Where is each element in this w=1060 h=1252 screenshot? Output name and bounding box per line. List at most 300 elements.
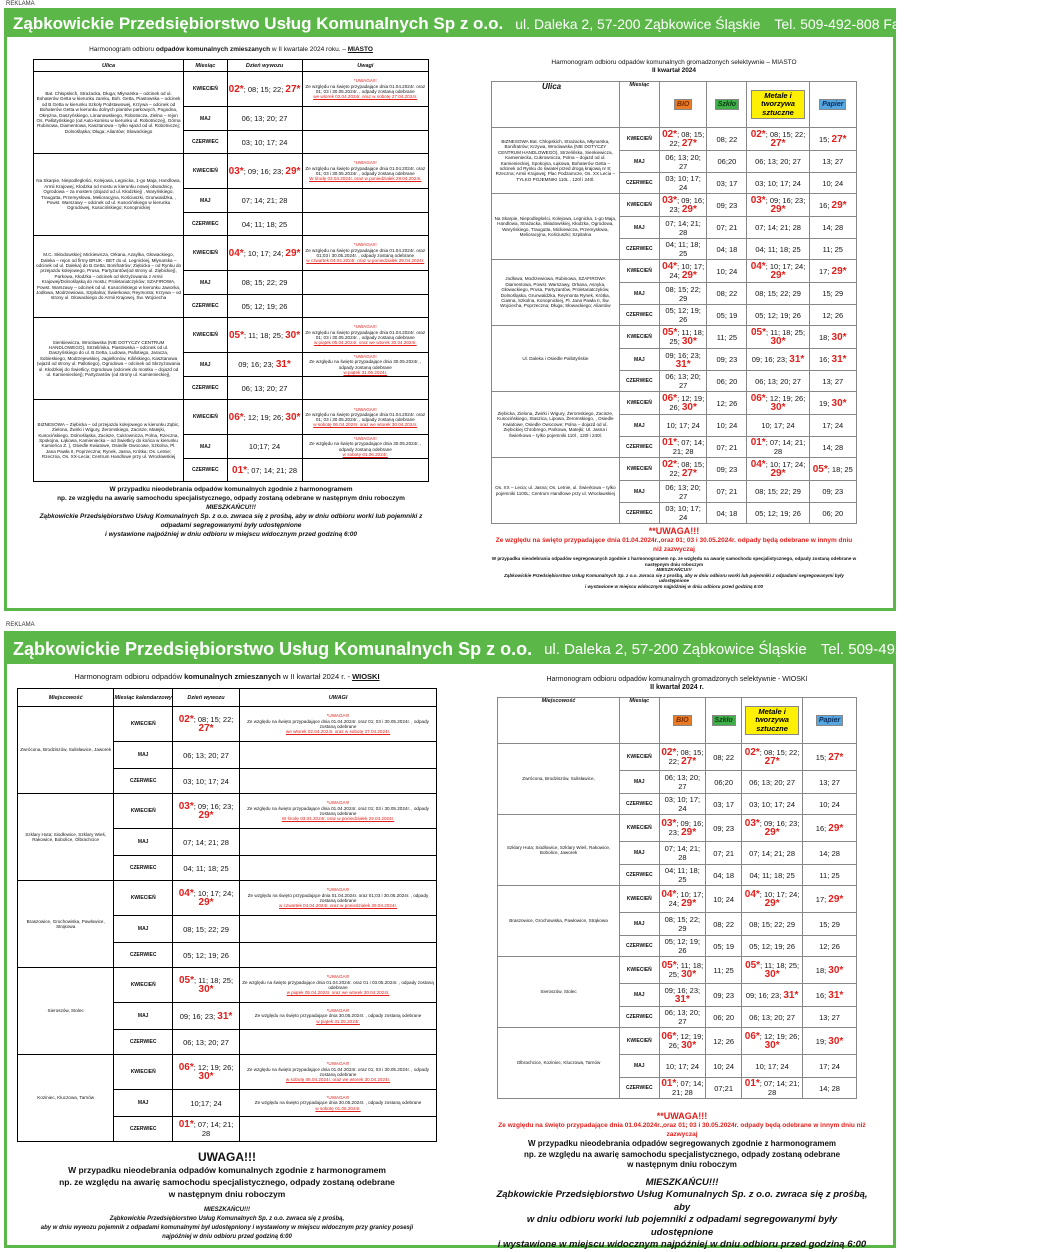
days-text: 05; 12; 19; 26 (665, 306, 701, 324)
table-row (34, 400, 429, 435)
days-text: 19; (819, 398, 832, 408)
days-text: 11; 25 (713, 965, 734, 975)
paper-header (809, 82, 856, 128)
holiday-day: 02* (662, 129, 678, 140)
days-text: 07; 21 (713, 848, 735, 858)
bio-days (659, 326, 706, 349)
location-list: Os. XX – Lecia; ul. Jasna; Os. Letnie, ul. Świerkowa – tylko pojemniki 1100L; Centrum Handlowe przy ul. Wrocławskiej (492, 458, 620, 524)
note-cell (240, 1117, 437, 1142)
bio-days (659, 842, 706, 865)
szk-days (707, 371, 747, 392)
szk-days (707, 458, 747, 481)
days-text: 08; 22 (713, 752, 735, 762)
month-cell: KWIECIEŃ (114, 968, 173, 1003)
banner-villages (7, 634, 1060, 664)
days-text: 06;20 (717, 157, 737, 166)
days-text: 09; 16; 23; (179, 1011, 216, 1021)
month-cell: KWIECIEŃ (114, 707, 173, 742)
days-text: 09; 16; 23; (751, 355, 790, 364)
note-cell (302, 271, 428, 295)
mixed-city-footer: W przypadku nieodebrania odpadów komunalnych zgodnie z harmonogramem np. ze względu na awarię samochodu specjalistycznego, odpady zostaną odebrane w następnym dniu roboczym MIESZKAŃCU!!! Ząbkowickie Przedsiębiorstwo Usług Komunalnych Sp. z o.o. zwraca się z prośbą, aby w dniu odbioru worki lub pojemniki z odpadami segregowanymi były udostępnione i wystawione najpóźniej w dniu odbioru w miejscu widocznym przed godziną 6:00 (39, 486, 423, 539)
holiday-day: 05* (178, 975, 194, 986)
holiday-day: 02* (178, 714, 194, 725)
month-cell: CZERWIEC (114, 856, 173, 881)
holiday-day: 29* (831, 265, 847, 277)
month-cell: MAJ (114, 1003, 173, 1030)
holiday-day: 30* (285, 411, 301, 423)
note-text: Ze względu na święto przypadające dnia 01.04.2024r. oraz 01; 03 i 30.05.2024r. , odpady zostaną odebrane (247, 1066, 429, 1077)
days-text: 06; 13; 20; 27 (665, 372, 701, 390)
table-row (498, 957, 857, 984)
month-cell: MAJ (184, 107, 227, 131)
days-text: ; 12; 19; 26; (193, 1063, 234, 1072)
note-cell (240, 829, 437, 856)
days-text: 07; 14; 21; 28 (749, 848, 796, 858)
month-cell: CZERWIEC (619, 305, 659, 326)
holiday-day: 31* (831, 354, 847, 365)
holiday-day: 30* (828, 1035, 844, 1047)
month-cell: MAJ (620, 1055, 659, 1078)
holiday-day: 27* (764, 756, 780, 767)
days-text: ; 10; 17; 24; (668, 890, 704, 908)
bio-days (659, 283, 706, 305)
month-cell: CZERWIEC (114, 769, 173, 794)
days-text: 15; 29 (822, 289, 844, 298)
days-text: 10;17; 24 (248, 442, 281, 452)
met-days (742, 984, 803, 1007)
bio-days (659, 437, 706, 458)
holiday-day: 31* (674, 994, 690, 1005)
location-list: Sieroszów, Stolec (498, 957, 620, 1028)
days-text: 05; 12; 19; 26 (755, 508, 801, 518)
days-text: 09; 23 (716, 200, 738, 210)
pap-days (809, 458, 856, 481)
days-text: 04; 11; 18; 25 (664, 866, 700, 884)
mixed-villages-footer: UWAGA!!! W przypadku nieodebrania odpadów komunalnych zgodnie z harmonogramem np. ze względu na awarię samochodu specjalistycznego, odpady zostaną odebrane w następnym dniu roboczym MIESZKAŃCU!!! Ząbkowickie Przedsiębiorstwo Usług Komunalnych Sp. z o.o. zwraca się z prośbą, aby w dniu wywozu pojemnik z odpadami komunalnymi był udostępniony i wystawiony w miejscu widocznym przy granicy posesji najpóźniej w dniu odbioru przed godziną 6:00 (40, 1150, 414, 1240)
bio-days (659, 481, 706, 503)
pap-days (809, 283, 856, 305)
table-row (18, 1055, 437, 1090)
table-row (492, 128, 857, 151)
days-text: 03; 10; 17; 24 (664, 795, 701, 813)
days-text: 12; 26 (713, 1036, 735, 1046)
pickup-days (227, 189, 302, 213)
month-cell: KWIECIEŃ (114, 1055, 173, 1090)
note-cell (240, 707, 437, 742)
table-row (34, 236, 429, 271)
pap-days (803, 842, 857, 865)
pickup-days (227, 318, 302, 353)
col-miesiac: Miesiąc (184, 60, 227, 72)
met-days (747, 128, 809, 151)
days-text: 06; 13; 20; 27 (755, 157, 801, 166)
pickup-days (227, 353, 302, 377)
month-cell: CZERWIEC (620, 794, 659, 815)
days-text: 06; 13; 20; 27 (755, 376, 801, 386)
holiday-day: 06* (661, 1031, 677, 1042)
month-cell: MAJ (619, 151, 659, 173)
bio-days (659, 913, 706, 936)
location-list: BIZNESOWA Bat. Chłopskich, Strażacka, Młynarska, Bonifratrów; Krzywa, Wrocławska (NIE DOTYCZY CENTRUM HANDLOWEGO), Strzelińska, Sienkiewicza, Kamieniecka, Cukrownicza, Polna – dojazd od ul. Kamienieckiej, Spokojna, Łąkowa, Bohaterów Getta – odcinek od Rynku do świateł przed drogą krajową nr 8; Rzeczna; Armii Krajowej; Plac Podzamcze, Os. XX Lecia – TYLKO POJEMNIKI 110L , 120l i 240l. (492, 128, 620, 194)
note-title: *UWAGA!!! (326, 974, 350, 980)
days-text: 07; 14; 21; 28 (241, 196, 288, 205)
pickup-days (173, 881, 240, 916)
holiday-day: 05* (745, 960, 761, 971)
col-location: Miejscowość (498, 698, 620, 744)
location-list: Jodłowa, Modrzewiowa, Rubinowa, SZAFIROWA Diamentowa, Powst. Warszawy, Orkana, Asnyka, Głowackiego, Prusa, Partyzantów, Proletariatczyków, Dolnośląska, Grunwaldzka, Reymonta Rynek, Krótka, Ciasna, Szkolna, Konopnickiej, Pl. Jana Pawła II, Św. Wojciecha, Poprzeczna; Długa; Słowackiego; Aliantów (492, 260, 620, 326)
met-days (747, 415, 809, 437)
days-text: 05; 12; 19; 26 (241, 301, 288, 311)
note-text: Ze względu na święto przypadające dnia 01.04.2024r. oraz 01; 03 i 30.05.2024r. , odpady zostaną odebrane (305, 329, 426, 340)
holiday-day: 29* (764, 827, 780, 838)
table-row (492, 392, 857, 415)
company-address: ul. Daleka 2, 57-200 Ząbkowice Śląskie (544, 640, 807, 658)
month-cell: MAJ (620, 984, 659, 1007)
days-text: 15; 29 (819, 919, 840, 929)
holiday-day: 27* (198, 723, 214, 734)
pickup-days (227, 107, 302, 131)
note-cell (302, 189, 428, 213)
bio-days (659, 371, 706, 392)
month-cell: CZERWIEC (619, 437, 659, 458)
holiday-day: 29* (764, 898, 780, 909)
holiday-day: 30* (285, 329, 301, 341)
bio-days (659, 415, 706, 437)
note-date: w czwartek 04.04.2024r. oraz w poniedziałek 29.04.2024r. (279, 903, 398, 909)
note-text: Ze względu na święto przypadające dnia 01.04.2024r. oraz 01 i 03.05.2024r. , odpady zostaną odebrane (242, 979, 434, 990)
days-text: ; 09; 16; 23; (243, 166, 284, 176)
met-days (747, 349, 809, 371)
met-days (742, 1028, 803, 1055)
note-cell (302, 435, 428, 459)
col-dzien: Dzień wywozu (227, 60, 302, 72)
days-text: 08; 22 (716, 134, 738, 144)
month-cell: MAJ (184, 435, 227, 459)
pickup-days (227, 213, 302, 236)
table-row (498, 744, 857, 771)
company-phone: Tel. 509-492-808 Fax. 74 8-100-328 (820, 640, 1060, 658)
pap-days (809, 349, 856, 371)
bio-days (659, 305, 706, 326)
pap-days (809, 194, 856, 217)
month-cell: CZERWIEC (114, 943, 173, 968)
holiday-day: 29* (831, 199, 847, 211)
szk-days (707, 349, 747, 371)
pickup-days (227, 400, 302, 435)
month-cell: CZERWIEC (619, 173, 659, 194)
met-days (747, 260, 809, 283)
holiday-day: 31* (675, 358, 691, 370)
days-text: 16; (815, 990, 829, 1000)
location-list: Braszowice, Grochowiska, Pawłowice, Strąkowa (498, 886, 620, 957)
holiday-day: 02* (744, 747, 760, 758)
bio-days (659, 239, 706, 260)
mixed-city-panel (33, 46, 429, 539)
days-text: 08; 15; 22; 29 (665, 284, 701, 303)
pickup-days (173, 856, 240, 881)
pap-days (803, 744, 857, 771)
month-cell: KWIECIEŃ (620, 815, 659, 842)
holiday-day: 31* (217, 1010, 233, 1022)
company-phone: Tel. 509-492-808 Fax. 74 8-100-328 (774, 16, 998, 32)
month-cell: CZERWIEC (619, 371, 659, 392)
szk-days (706, 771, 742, 794)
ad-label-bottom: REKLAMA (6, 622, 35, 628)
month-cell: KWIECIEŃ (184, 318, 227, 353)
holiday-day: 01* (744, 1078, 760, 1089)
note-title: *UWAGA!!! (326, 713, 350, 719)
days-text: ; 08; 15; 22; (193, 715, 234, 724)
pap-days (809, 392, 856, 415)
note-date: w sobotę 06.04.2024r. oraz we wtorek 30.04.2024r. (285, 1077, 391, 1083)
table-row (492, 260, 857, 283)
days-text: 11; 25 (716, 332, 738, 342)
month-cell: KWIECIEŃ (620, 886, 659, 913)
days-text: 07;21 (714, 1083, 734, 1093)
note-date: W środę 03.04.2024r. oraz w poniedziałek 29.04.2024r. (309, 176, 422, 182)
days-text: 10;17; 24 (190, 1098, 222, 1108)
days-text: ; 12; 19; 26; (243, 412, 284, 422)
selective-city-table (491, 81, 857, 524)
days-text: 08; 15; 22; 29 (755, 289, 801, 298)
table-row (492, 326, 857, 349)
days-text: ; 07; 14; 21; 28 (193, 1120, 234, 1138)
bio-days (659, 260, 706, 283)
bio-days (659, 886, 706, 913)
holiday-day: 02* (228, 83, 244, 95)
selective-villages-panel (497, 676, 857, 1099)
bio-days (659, 771, 706, 794)
note-title: *UWAGA!!! (326, 887, 350, 893)
met-days (742, 1055, 803, 1078)
met-days (742, 886, 803, 913)
holiday-day: 29* (681, 827, 697, 838)
pickup-days (173, 943, 240, 968)
month-cell: CZERWIEC (184, 377, 227, 400)
holiday-day: 30* (764, 969, 780, 980)
month-cell: CZERWIEC (114, 1030, 173, 1055)
pickup-days (173, 1090, 240, 1117)
holiday-day: 29* (681, 898, 697, 909)
month-cell: MAJ (114, 1090, 173, 1117)
table-row (34, 72, 429, 107)
note-cell (302, 295, 428, 318)
days-text: ; 10; 17; 24; (669, 262, 705, 280)
holiday-day: 29* (285, 247, 301, 259)
bio-days (659, 794, 706, 815)
days-text: ; 08; 15; 22; (668, 748, 704, 766)
days-text: 03; 17 (716, 178, 738, 188)
month-cell: KWIECIEŃ (184, 72, 227, 107)
met-days (747, 217, 809, 239)
table-row (18, 968, 437, 1003)
month-cell: KWIECIEŃ (114, 794, 173, 829)
col-miejscowosc: Miejscowość (18, 689, 114, 707)
holiday-day: 30* (764, 1040, 780, 1051)
note-date: w piątek 31.05.2024r. (316, 1018, 360, 1024)
month-cell: MAJ (619, 349, 659, 371)
month-cell: KWIECIEŃ (114, 881, 173, 916)
days-text: ; 12; 19; 26; (759, 1032, 800, 1041)
note-cell (302, 131, 428, 154)
holiday-day: 06* (178, 1062, 194, 1073)
pap-days (803, 1007, 857, 1028)
street-list: Na Skarpie, Niepodległości, Kolejowa, Legnicka, 1-go Maja, Handlowa, Armii Krajowej, Kłodzka od mostu w kierunku nowej obwodnicy, Ogrodowa – za mostem (dojazd od ul. Kłodzkiej) , Waryńskiego, Traugutta, Przemysłowa, Melioracyjna, Kościuszki, Grunwaldzka, , Powst. Warszawy – odcinek od ul. Kusocińskiego w kierunku Ogrodowej, Kusocińskiego; Konopnickiej (34, 154, 184, 236)
days-text: 07; 21 (716, 487, 738, 496)
note-text: Ze względu na święto przypadające dnia 30.05.2024r. , odpady zostaną odebrane (309, 441, 422, 452)
location-list: Na Skarpie, Niepodległości, Kolejowa, Legnicka, 1-go Maja, Handlowa, Strażacka, Składowskiej, Kłodzka, Ogrodowa, Waryńskiego, Traugutta, Mickiewicza, Przemysłowa, Melioracyjna, Kościuszki; Szpitalna (492, 194, 620, 260)
szk-days (706, 815, 742, 842)
holiday-day: 27* (285, 83, 301, 95)
street-list: BIZNESOWA – Ziębicka – od przejazdu kolejowego w kierunku Ząbic, Zielona, Żwirki i Wigury, Żeromskiego, Zaciszе, Matejki, Kusocińskiego, Dolnośląska, Zaciszе, Cukrownicza, Polna, Rzeczna, Spokojna, Łąkowa, Kamieniecka – od Świetlicy do końca w kierunku Kamieńca Z. ), Osiedle Kwiatowe, Osiedle Owocowe, Szkolna, Pl. Jana Pawła II, Poprzeczna; Rynek, Jasna, Krótka; Os. Letnie; Rzeczna, Os. XX-Lecia; Centrum Handlowe przy ul. Wrocławskiej (34, 400, 184, 482)
days-text: 05; 12; 19; 26 (749, 941, 796, 951)
holiday-day: 30* (770, 336, 786, 347)
days-text: 07; 21 (716, 223, 738, 232)
days-text: 04; 18 (716, 244, 738, 254)
glass-header-label: Szkło (715, 99, 739, 110)
holiday-day: 27* (828, 751, 844, 763)
selective-villages-footer: **UWAGA!!! Ze względu na święto przypadające dnia 01.04.2024r.,oraz 01; 03 i 30.05.2024r. odpady będą odebrane w innym dniu niż zazwyczaj W przypadku nieodebrania odpadów segregowanych zgodnie z harmonogramem np. ze względu na awarię samochodu specjalistycznego, odpady zostaną odebrane w następnym dniu roboczym MIESZKAŃCU!!! Ząbkowickie Przedsiębiorstwo Usług Komunalnych Sp. z o.o. zwraca się z prośbą, aby w dniu odbioru worki lub pojemniki z odpadami segregowanymi były udostępnione i wystawione w miejscu widocznym najpóźniej w dniu odbioru przed godziną 6:00 (496, 1111, 868, 1250)
days-text: 06; 20 (822, 508, 844, 518)
days-text: ; 08; 15; 22; (759, 748, 800, 757)
banner-city (7, 11, 998, 37)
szk-days (706, 1055, 742, 1078)
note-cell (302, 459, 428, 482)
street-list: Koziniec, Kluczowa, Tarnów (18, 1055, 114, 1142)
col-month: Miesiąc (620, 698, 659, 744)
days-text: ; 08; 15; 22; (243, 84, 284, 94)
month-cell: CZERWIEC (114, 1117, 173, 1142)
bio-days (659, 151, 706, 173)
note-date: w czwartek 04.04.2024r. oraz w poniedziałek 29.04.2024r. (306, 258, 425, 264)
met-days (747, 437, 809, 458)
note-title: *UWAGA!!! (353, 160, 377, 166)
month-cell: CZERWIEC (619, 239, 659, 260)
pap-days (803, 957, 857, 984)
days-text: 11; 25 (819, 870, 840, 880)
days-text: 06; 13; 20; 27 (665, 152, 701, 171)
days-text: 15; (815, 752, 829, 762)
bio-days (659, 194, 706, 217)
pap-days (809, 305, 856, 326)
days-text: ; 11; 18; 25; (669, 328, 704, 346)
days-text: 05; 12; 19; 26 (183, 950, 229, 960)
paper-header-label: Papier (819, 99, 846, 110)
note-text: Ze względu na święto przypadające dnia 01.04.2024r. oraz 01; 03 i 30.05.2024r. , odpady zostaną odebrane (247, 805, 429, 816)
days-text: 09; 23 (713, 990, 735, 1000)
days-text: 08; 15; 22; 29 (749, 919, 796, 929)
pickup-days (227, 435, 302, 459)
bio-days (659, 1078, 706, 1099)
note-cell (240, 742, 437, 769)
days-text: 09; 16; 23; (745, 990, 784, 1000)
note-cell (240, 943, 437, 968)
month-cell: CZERWIEC (184, 459, 227, 482)
days-text: 03; 10; 17; 24 (755, 178, 801, 188)
holiday-day: 30* (831, 397, 847, 409)
holiday-day: 03* (661, 818, 677, 829)
szk-days (707, 283, 747, 305)
bio-header (659, 82, 706, 128)
days-text: 07; 21 (716, 442, 738, 452)
month-cell: KWIECIEŃ (620, 1028, 659, 1055)
note-cell (240, 856, 437, 881)
met-days (747, 392, 809, 415)
bio-days (659, 458, 706, 481)
note-text: Ze względu na święto przypadające dnia 01.04.2024r. oraz 01; 03 i 30.05.2024r. , odpady zostaną odebrane (247, 718, 429, 729)
szk-days (707, 481, 747, 503)
days-text: ; 10; 17; 24; (765, 262, 806, 271)
met-days (747, 481, 809, 503)
holiday-day: 30* (681, 336, 697, 347)
days-text: 05; 19 (713, 941, 735, 951)
holiday-day: 01* (661, 1078, 677, 1089)
days-text: ; 11; 18; 25; (765, 328, 806, 337)
bio-days (659, 744, 706, 771)
days-text: 06; 13; 20; 27 (749, 1012, 796, 1022)
days-text: ; 10; 17; 24; (243, 248, 284, 258)
col-ulica: Ulica (34, 60, 184, 72)
holiday-day: 04* (178, 888, 194, 899)
note-title: *UWAGA!!! (353, 242, 377, 248)
month-cell: KWIECIEŃ (619, 326, 659, 349)
note-cell (240, 1055, 437, 1090)
days-text: 03; 17 (713, 799, 735, 809)
days-text: ; 18; 25 (827, 464, 853, 474)
pap-days (809, 173, 856, 194)
holiday-day: 30* (828, 964, 844, 976)
days-text: ; 08; 15; 22; (669, 130, 705, 148)
days-text: 03; 10; 17; 24 (665, 504, 701, 522)
pickup-days (227, 131, 302, 154)
days-text: ; 12; 19; 26; (669, 394, 705, 412)
note-title: *UWAGA!!! (353, 324, 377, 330)
holiday-day: 27* (770, 138, 786, 149)
table-row (18, 881, 437, 916)
days-text: 13; 27 (819, 777, 840, 787)
holiday-day: 30* (681, 1040, 697, 1051)
days-text: 16; (819, 355, 832, 364)
month-cell: MAJ (619, 217, 659, 239)
note-date: we wtorek 02.04.2024r. oraz w sobotę 27.04.2024r. (313, 94, 418, 100)
days-text: 10; 24 (822, 178, 844, 188)
met-days (742, 1078, 803, 1099)
days-text: 06;20 (714, 777, 734, 787)
days-text: 17; 24 (822, 421, 844, 430)
days-text: 05; 12; 19; 26 (664, 937, 701, 955)
days-text: 07; 14; 21; 28 (664, 844, 701, 862)
holiday-day: 29* (828, 893, 844, 905)
days-text: 10; 24 (716, 421, 738, 430)
days-text: 16; (815, 823, 829, 833)
pickup-days (227, 72, 302, 107)
note-cell (240, 1090, 437, 1117)
note-date: w sobotę 01.06.2024r. (315, 1105, 361, 1111)
company-name: Ząbkowickie Przedsiębiorstwo Usług Komunalnych Sp z o.o. (13, 14, 504, 33)
bio-header-label: BIO (674, 99, 692, 110)
holiday-day: 29* (770, 468, 786, 479)
note-title: *UWAGA!!! (326, 1095, 350, 1101)
metal-plastic-header-label: Metale i tworzywa sztuczne (751, 90, 806, 120)
days-text: ; 09; 16; 23; (669, 196, 705, 214)
note-cell (302, 400, 428, 435)
szk-days (707, 437, 747, 458)
holiday-day: 29* (770, 204, 786, 215)
holiday-day: 01* (662, 437, 678, 448)
col-uwagi: Uwagi (302, 60, 428, 72)
holiday-day: 01* (178, 1119, 194, 1130)
pap-days (803, 1028, 857, 1055)
